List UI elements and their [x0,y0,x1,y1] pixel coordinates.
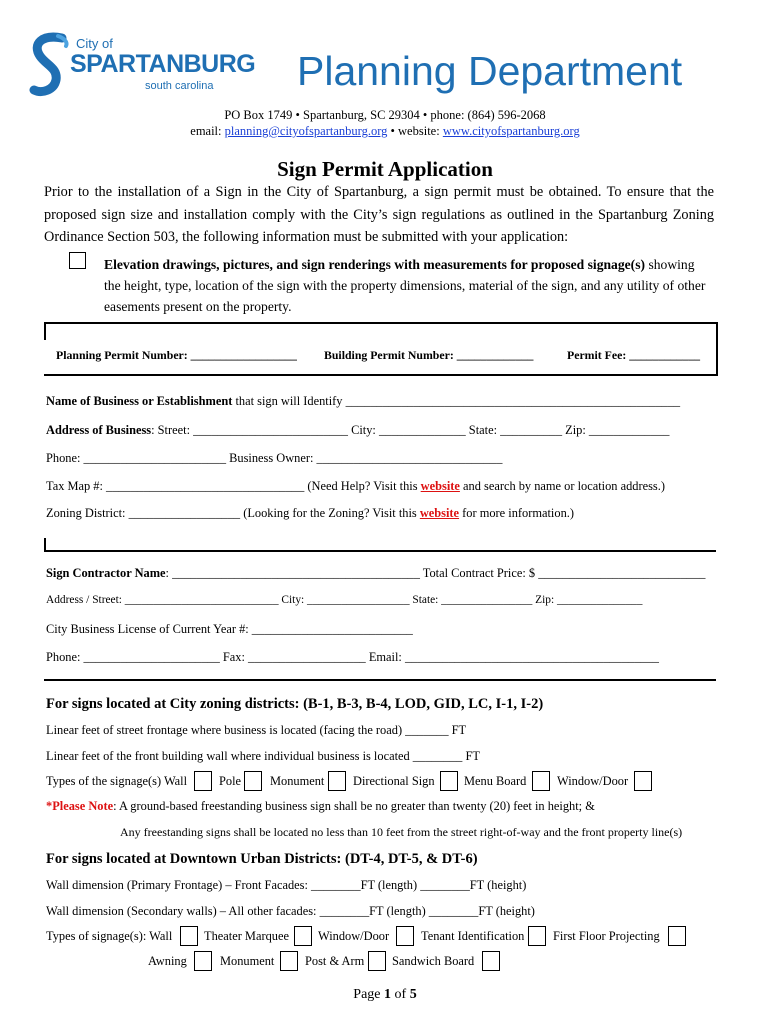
permit-fee[interactable]: Permit Fee: ____________ [567,348,700,362]
dt-monument-label: Monument [220,954,275,968]
page-number: Page 1 of 5 [353,987,417,1002]
primary-frontage-field[interactable]: Wall dimension (Primary Frontage) – Front Facades: ________FT (length) ________FT (height) [46,878,527,892]
street-frontage-field[interactable]: Linear feet of street frontage where business is located (facing the road) _______ FT [46,723,467,737]
tenant-identification-checkbox[interactable] [528,926,546,946]
dt-wall-checkbox[interactable] [180,926,198,946]
menu-board-checkbox[interactable] [532,771,550,791]
directional-sign-label: Directional Sign [353,774,435,788]
city-logo [28,32,256,102]
awning-label: Awning [148,954,187,968]
email-link[interactable]: planning@cityofspartanburg.org [224,124,388,138]
post-arm-label: Post & Arm [305,954,365,968]
sandwich-board-checkbox[interactable] [482,951,500,971]
form-title: Sign Permit Application [277,157,493,181]
secondary-walls-field[interactable]: Wall dimension (Secondary walls) – All other facades: ________FT (length) ________FT (height) [46,904,535,918]
business-address-field[interactable]: Address of Business: Street: _________________________ City: ______________ State: __________ Zip: _____________ [46,423,670,437]
downtown-districts-title: For signs located at Downtown Urban Districts: (DT-4, DT-5, & DT-6) [46,851,478,867]
theater-marquee-checkbox[interactable] [294,926,312,946]
logo-name: SPARTANBURG [70,50,256,78]
requirement-text [104,254,714,317]
pole-label: Pole [219,774,242,788]
sandwich-board-label: Sandwich Board [392,954,475,968]
first-floor-projecting-checkbox[interactable] [668,926,686,946]
contractor-phone-fax-email-field[interactable]: Phone: ______________________ Fax: ___________________ Email: _________________________________________ [46,650,659,664]
zoning-district-field[interactable]: Zoning District: __________________ (Looking for the Zoning? Visit this website for more information.) [46,506,574,520]
post-arm-checkbox[interactable] [368,951,386,971]
theater-marquee-label: Theater Marquee [204,929,289,943]
intro-paragraph: Prior to the installation of a Sign in the City of Spartanburg, a sign permit must be obtained. To ensure that the proposed sign size and installation comply with the City’s sign regulations as outlined in the Spartanburg Zoning Ordinance Section 503, the following information must be submitted with your application: [44,184,714,245]
first-floor-projecting-label: First Floor Projecting [553,929,660,943]
contractor-address-field[interactable]: Address / Street: ___________________________ City: __________________ State: ________________ Zip: _______________ [46,594,643,606]
building-permit-number[interactable]: Building Permit Number: _____________ [324,348,534,362]
wall-checkbox[interactable] [194,771,212,791]
tenant-identification-label: Tenant Identification [421,929,525,943]
note-label: *Please Note [46,799,114,813]
monument-checkbox[interactable] [328,771,346,791]
window-door-checkbox[interactable] [634,771,652,791]
requirement-rest: showing the height, type, location of the sign with the property dimensions, material of the sign, and any utility of other easements present on the property. [104,257,706,314]
tax-map-field[interactable]: Tax Map #: ________________________________ (Need Help? Visit this website and search by name or location address.) [46,479,665,493]
section-divider [44,679,716,681]
logo-state: south carolina [145,80,214,92]
city-note: *Please Note: A ground-based freestanding business sign shall be no greater than twenty (20) feet in height; & [46,799,595,813]
planning-permit-number[interactable]: Planning Permit Number: __________________ [56,348,297,362]
dt-window-door-checkbox[interactable] [396,926,414,946]
address-line: PO Box 1749 • Spartanburg, SC 29304 • phone: (864) 596-2068 [224,108,546,122]
directional-sign-checkbox[interactable] [440,771,458,791]
requirement-bold: Elevation drawings, pictures, and sign renderings with measurements for proposed signage(s) [104,257,646,272]
zoning-website-link[interactable]: website [419,506,460,520]
email-prefix: email: [190,124,225,138]
spartanburg-s-icon [28,32,76,102]
dt-window-door-label: Window/Door [318,929,390,943]
awning-checkbox[interactable] [194,951,212,971]
contact-line [0,124,770,139]
city-types-label: Types of the signage(s) Wall [46,774,188,788]
pole-checkbox[interactable] [244,771,262,791]
contractor-name-field[interactable]: Sign Contractor Name: ________________________________________ Total Contract Price: $ ___________________________ [46,566,706,580]
website-prefix: • website: [387,124,443,138]
website-link[interactable]: www.cityofspartanburg.org [442,124,580,138]
menu-board-label: Menu Board [464,774,527,788]
business-name-field[interactable]: Name of Business or Establishment that sign will Identify ______________________________________________________ [46,394,681,408]
tax-map-website-link[interactable]: website [420,479,460,493]
dt-monument-checkbox[interactable] [280,951,298,971]
logo-city-of: City of [76,36,113,51]
front-wall-field[interactable]: Linear feet of the front building wall where individual business is located ________ FT [46,749,480,763]
downtown-types-label: Types of signage(s): Wall [46,929,173,943]
elevation-drawings-checkbox[interactable] [69,252,86,269]
city-note-line2: Any freestanding signs shall be located no less than 10 feet from the street right-of-way and the front property line(s) [120,825,683,839]
contractor-license-field[interactable]: City Business License of Current Year #: __________________________ [46,622,413,636]
monument-label: Monument [270,774,325,788]
business-phone-owner-field[interactable]: Phone: _______________________ Business Owner: ______________________________ [46,451,503,465]
section-divider [44,550,716,552]
window-door-label: Window/Door [557,774,629,788]
city-districts-title: For signs located at City zoning districts: (B-1, B-3, B-4, LOD, GID, LC, I-1, I-2) [46,696,544,712]
department-title: Planning Department [297,48,683,94]
